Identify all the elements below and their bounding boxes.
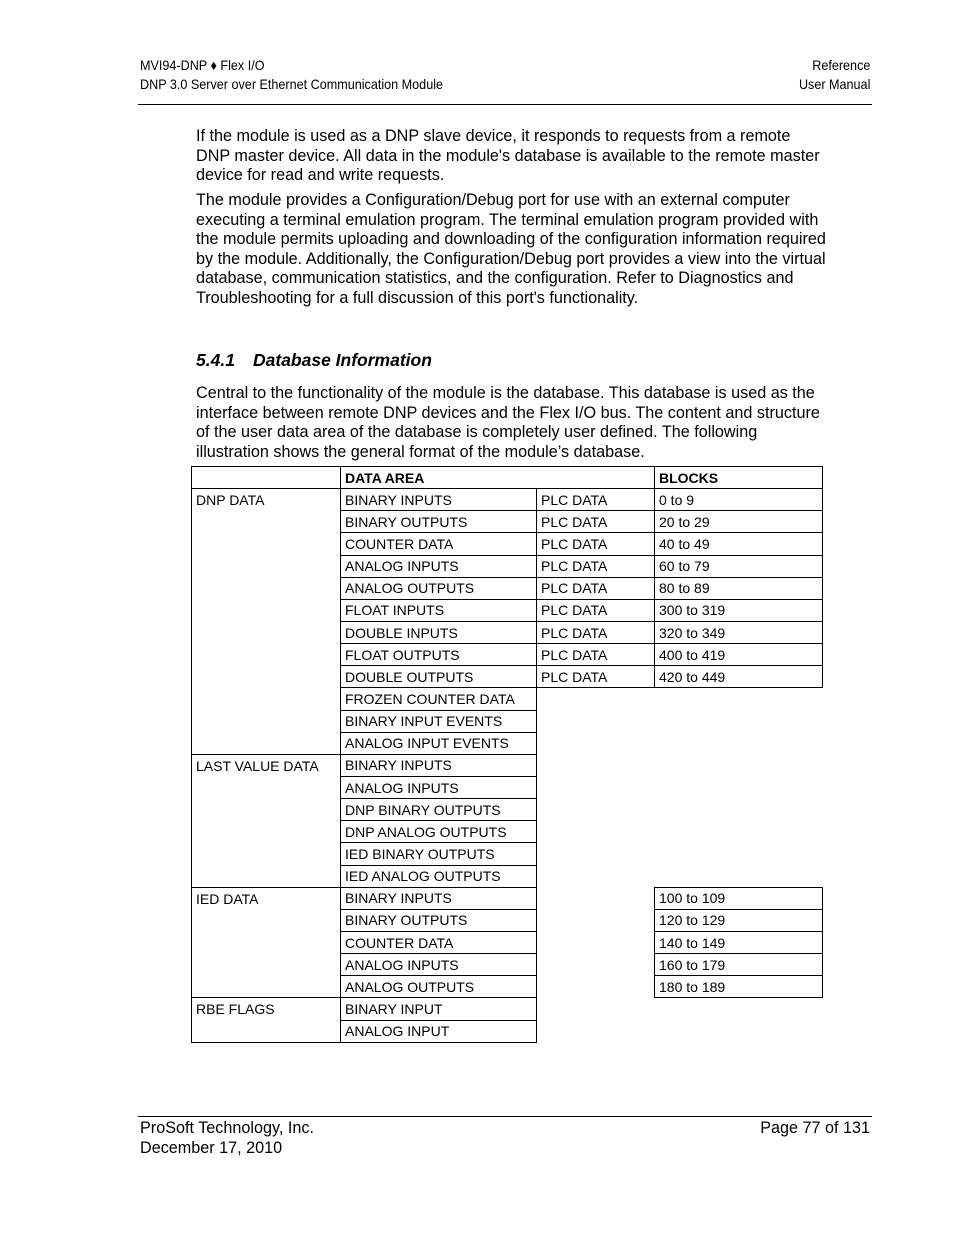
plc-data-cell: PLC DATA (537, 644, 655, 666)
empty-cell (537, 998, 655, 1020)
blocks-cell: 100 to 109 (655, 887, 823, 909)
plc-data-cell: PLC DATA (537, 621, 655, 643)
footer-page-number: Page 77 of 131 (760, 1119, 870, 1137)
plc-data-cell: PLC DATA (537, 577, 655, 599)
blocks-cell: 320 to 349 (655, 621, 823, 643)
blocks-cell: 40 to 49 (655, 533, 823, 555)
data-area-cell: DNP ANALOG OUTPUTS (341, 821, 537, 843)
plc-data-cell: PLC DATA (537, 533, 655, 555)
empty-cell (537, 799, 655, 821)
data-area-cell: BINARY INPUT (341, 998, 537, 1020)
data-area-cell: ANALOG OUTPUTS (341, 976, 537, 998)
plc-data-cell: PLC DATA (537, 555, 655, 577)
footer-company: ProSoft Technology, Inc. (140, 1119, 314, 1137)
header-section-name: Reference (811, 57, 870, 73)
header-blocks: BLOCKS (655, 467, 823, 489)
empty-cell (537, 710, 655, 732)
blocks-cell: 0 to 9 (655, 489, 823, 511)
empty-cell (537, 754, 655, 776)
empty-cell (537, 954, 655, 976)
plc-data-cell: PLC DATA (537, 511, 655, 533)
blocks-cell: 120 to 129 (655, 909, 823, 931)
data-area-cell: DOUBLE OUTPUTS (341, 666, 537, 688)
section-number: 5.4.1 (196, 350, 235, 370)
empty-cell (537, 821, 655, 843)
group-name-cell: DNP DATA (192, 489, 341, 755)
empty-cell (655, 821, 823, 843)
running-header-right (799, 56, 870, 94)
footer-date: December 17, 2010 (140, 1138, 283, 1157)
data-area-cell: BINARY INPUTS (341, 489, 537, 511)
data-area-cell: DNP BINARY OUTPUTS (341, 799, 537, 821)
table-row (192, 998, 823, 1020)
data-area-cell: IED BINARY OUTPUTS (341, 843, 537, 865)
plc-data-cell: PLC DATA (537, 666, 655, 688)
data-area-cell: ANALOG INPUT EVENTS (341, 732, 537, 754)
footer-divider (138, 1116, 872, 1117)
group-name-cell: IED DATA (192, 887, 341, 998)
blocks-cell: 160 to 179 (655, 954, 823, 976)
table-row (192, 754, 823, 776)
data-area-cell: FLOAT INPUTS (341, 599, 537, 621)
empty-cell (537, 1020, 655, 1042)
empty-cell (537, 843, 655, 865)
empty-cell (655, 799, 823, 821)
header-product-description: DNP 3.0 Server over Ethernet Communication Module (140, 76, 444, 92)
blocks-cell: 400 to 419 (655, 644, 823, 666)
plc-data-cell: PLC DATA (537, 489, 655, 511)
data-area-cell: BINARY INPUTS (341, 754, 537, 776)
blocks-cell: 60 to 79 (655, 555, 823, 577)
data-area-cell: ANALOG INPUTS (341, 954, 537, 976)
blocks-cell: 300 to 319 (655, 599, 823, 621)
data-area-cell: ANALOG INPUTS (341, 776, 537, 798)
data-area-cell: FROZEN COUNTER DATA (341, 688, 537, 710)
empty-cell (537, 887, 655, 909)
footer-right (760, 1119, 870, 1139)
header-product-line: MVI94-DNP ♦ Flex I/O (140, 57, 265, 73)
body-paragraph-slave-device: If the module is used as a DNP slave device, it responds to requests from a remote DNP master device. All data in the module's database is available to the remote master device for read and write requests. (196, 127, 820, 185)
empty-cell (655, 688, 823, 710)
empty-cell (537, 909, 655, 931)
empty-cell (537, 776, 655, 798)
empty-cell (537, 931, 655, 953)
group-name-cell: RBE FLAGS (192, 998, 341, 1042)
blocks-cell: 140 to 149 (655, 931, 823, 953)
blocks-cell: 420 to 449 (655, 666, 823, 688)
empty-cell (655, 710, 823, 732)
empty-cell (655, 843, 823, 865)
blocks-cell: 80 to 89 (655, 577, 823, 599)
data-area-cell: COUNTER DATA (341, 931, 537, 953)
table-row (192, 489, 823, 511)
group-name-cell: LAST VALUE DATA (192, 754, 341, 887)
empty-cell (537, 688, 655, 710)
data-area-cell: IED ANALOG OUTPUTS (341, 865, 537, 887)
database-layout-table (191, 466, 823, 1043)
table-header-row (192, 467, 823, 489)
empty-cell (655, 865, 823, 887)
data-area-cell: BINARY INPUTS (341, 887, 537, 909)
section-title: Database Information (253, 350, 432, 370)
blocks-cell: 20 to 29 (655, 511, 823, 533)
body-paragraph-debug-port: The module provides a Configuration/Debug port for use with an external computer executing a terminal emulation program. The terminal emulation program provided with the module permits uploading and downloading of the configuration information required by the module. Additionally, the Configuration/Debug port provides a view into the virtual database, communication statistics, and the configuration. Refer to Diagnostics and Troubleshooting for a full discussion of this port's functionality. (196, 191, 826, 307)
empty-cell (537, 976, 655, 998)
empty-cell (655, 998, 823, 1020)
data-area-cell: BINARY OUTPUTS (341, 511, 537, 533)
table-row (192, 887, 823, 909)
data-area-cell: ANALOG OUTPUTS (341, 577, 537, 599)
data-area-cell: ANALOG INPUT (341, 1020, 537, 1042)
body-paragraph-database: Central to the functionality of the module is the database. This database is used as the interface between remote DNP devices and the Flex I/O bus. The content and structure of the user data area of the database is completely user defined. The following illustration shows the general format of the module’s database. (196, 384, 820, 461)
header-blank-cell (192, 467, 341, 489)
empty-cell (655, 1020, 823, 1042)
header-divider (138, 104, 872, 105)
empty-cell (537, 732, 655, 754)
empty-cell (655, 776, 823, 798)
data-area-cell: FLOAT OUTPUTS (341, 644, 537, 666)
blocks-cell: 180 to 189 (655, 976, 823, 998)
running-header-left (140, 56, 443, 94)
data-area-cell: BINARY INPUT EVENTS (341, 710, 537, 732)
header-document-type: User Manual (798, 76, 870, 92)
data-area-cell: DOUBLE INPUTS (341, 621, 537, 643)
empty-cell (655, 754, 823, 776)
empty-cell (655, 732, 823, 754)
data-area-cell: BINARY OUTPUTS (341, 909, 537, 931)
header-data-area: DATA AREA (341, 467, 655, 489)
empty-cell (537, 865, 655, 887)
section-heading (196, 350, 432, 371)
data-area-cell: ANALOG INPUTS (341, 555, 537, 577)
plc-data-cell: PLC DATA (537, 599, 655, 621)
footer-left (140, 1119, 314, 1158)
data-area-cell: COUNTER DATA (341, 533, 537, 555)
